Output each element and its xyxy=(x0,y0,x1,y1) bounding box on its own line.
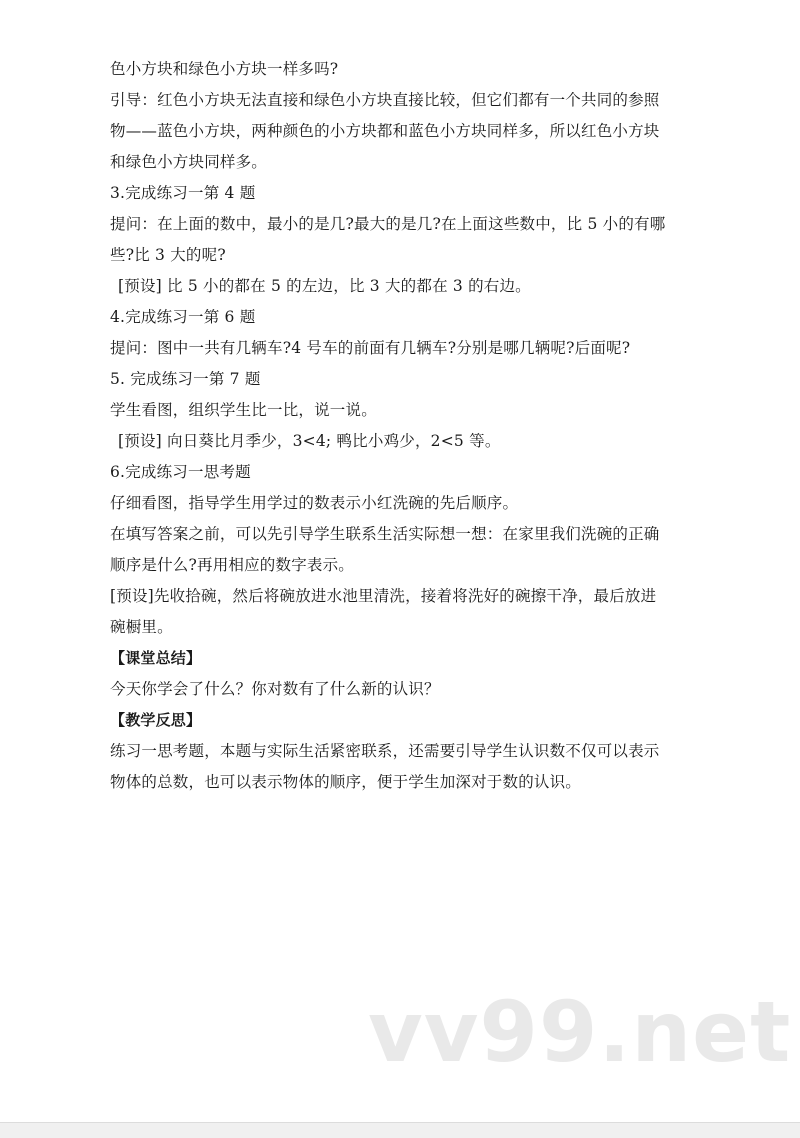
exercise-heading: 4.完成练习一第 6 题 xyxy=(110,308,256,326)
watermark: vv99.net xyxy=(368,983,792,1081)
preset-answer: [预设] 比 5 小的都在 5 的左边，比 3 大的都在 3 的右边。 xyxy=(118,277,531,295)
page-bottom-border xyxy=(0,1122,800,1138)
preset-answer: [预设]先收拾碗，然后将碗放进水池里清洗，接着将洗好的碗擦干净，最后放进 xyxy=(110,587,657,605)
paragraph-line: 色小方块和绿色小方块一样多吗? xyxy=(110,60,339,78)
paragraph-line: 提问：图中一共有几辆车?4 号车的前面有几辆车?分别是哪几辆呢?后面呢? xyxy=(110,339,631,357)
paragraph-line: 今天你学会了什么？你对数有了什么新的认识？ xyxy=(110,680,440,698)
section-heading-reflection: 【教学反思】 xyxy=(110,711,202,729)
paragraph-line: 碗橱里。 xyxy=(110,618,173,636)
paragraph-line: 和绿色小方块同样多。 xyxy=(110,153,268,171)
preset-answer: [预设] 向日葵比月季少，3<4; 鸭比小鸡少，2<5 等。 xyxy=(118,432,501,450)
paragraph-line: 些?比 3 大的呢? xyxy=(110,246,226,264)
paragraph-line: 物体的总数，也可以表示物体的顺序，便于学生加深对于数的认识。 xyxy=(110,773,582,791)
exercise-heading: 5. 完成练习一第 7 题 xyxy=(110,370,261,388)
exercise-heading: 3.完成练习一第 4 题 xyxy=(110,184,256,202)
document-body xyxy=(110,59,710,803)
paragraph-line: 仔细看图，指导学生用学过的数表示小红洗碗的先后顺序。 xyxy=(110,494,519,512)
paragraph-line: 物——蓝色小方块，两种颜色的小方块都和蓝色小方块同样多，所以红色小方块 xyxy=(110,122,660,140)
section-heading-summary: 【课堂总结】 xyxy=(110,649,202,667)
paragraph-line: 在填写答案之前，可以先引导学生联系生活实际想一想：在家里我们洗碗的正确 xyxy=(110,525,660,543)
paragraph-line: 练习一思考题，本题与实际生活紧密联系，还需要引导学生认识数不仅可以表示 xyxy=(110,742,660,760)
exercise-heading: 6.完成练习一思考题 xyxy=(110,463,251,481)
paragraph-line: 学生看图，组织学生比一比，说一说。 xyxy=(110,401,377,419)
paragraph-line: 顺序是什么?再用相应的数字表示。 xyxy=(110,556,355,574)
paragraph-line: 引导：红色小方块无法直接和绿色小方块直接比较，但它们都有一个共同的参照 xyxy=(110,91,660,109)
paragraph-line: 提问：在上面的数中，最小的是几?最大的是几?在上面这些数中，比 5 小的有哪 xyxy=(110,215,666,233)
